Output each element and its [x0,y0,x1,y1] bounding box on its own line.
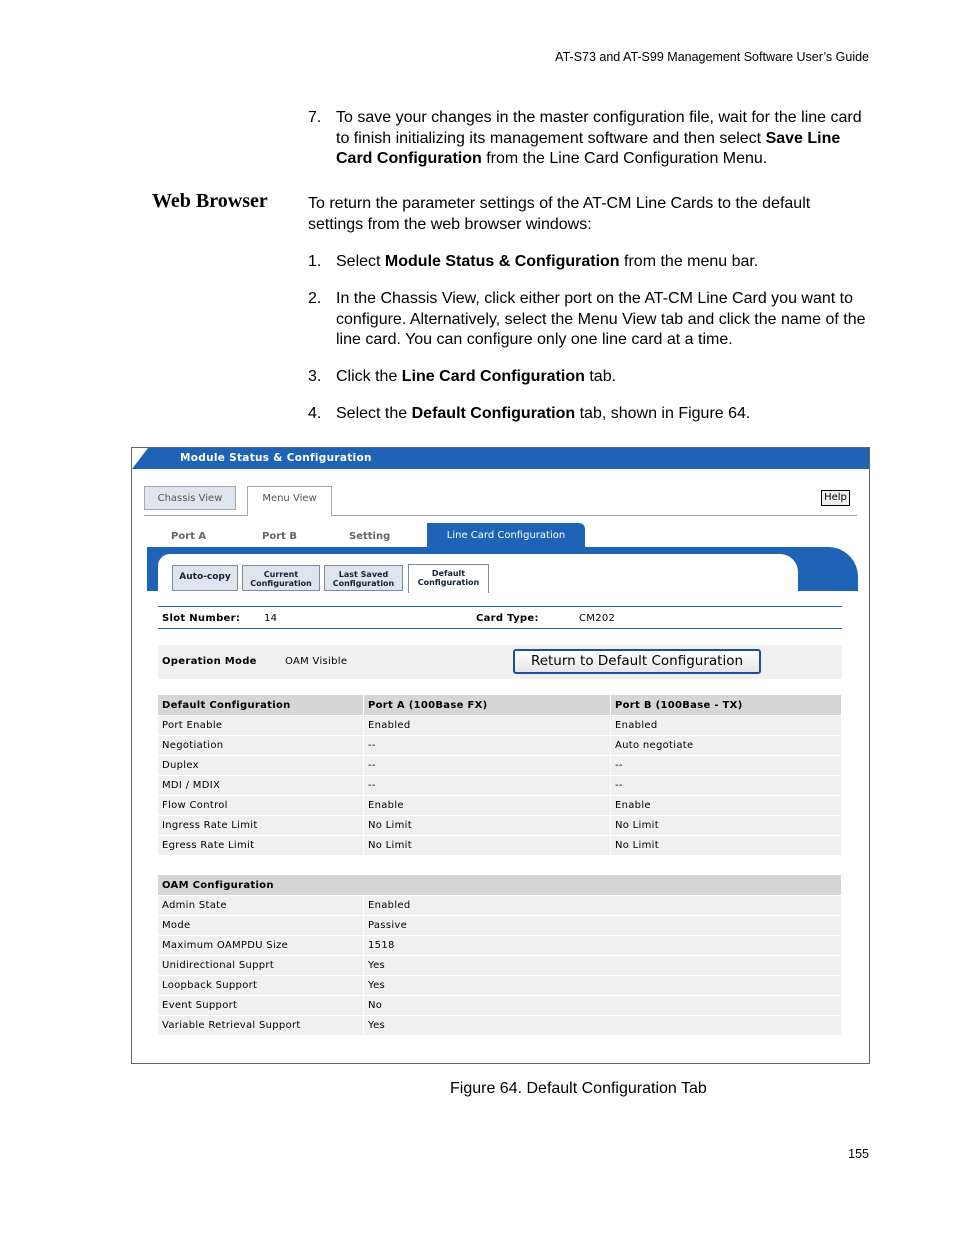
section-intro: To return the parameter settings of the AT-CM Line Cards to the default settings from the web browser windows: [308,195,811,233]
default-configuration-table: Default Configuration Port A (100Base FX) Port B (100Base - TX) Port Enable Enabled Enabled Negotiation -- Auto negotiate Duplex -- -- MDI / MDIX -- -- Flow Control Enable Enable Ingress Rate Limit No Limit No Limit Egress Rate Limit No Limit No Limit [158,695,842,855]
step-1: 1. Select Module Status & Configuration from the menu bar. [308,253,759,270]
current-configuration-button[interactable]: Current Configuration [242,565,320,591]
table-row: Port Enable Enabled Enabled [158,716,842,736]
figure-caption: Figure 64. Default Configuration Tab [450,1080,707,1097]
table-row: Egress Rate Limit No Limit No Limit [158,836,842,856]
last-saved-configuration-button[interactable]: Last Saved Configuration [324,565,403,591]
module-title: Module Status & Configuration [180,452,372,464]
figure-screenshot [131,447,870,1064]
operation-mode-value: OAM Visible [285,656,348,667]
help-button[interactable]: Help [821,490,850,506]
slot-number-value: 14 [264,613,278,624]
tab-chassis-view[interactable]: Chassis View [144,486,236,510]
table-row: Loopback Support Yes [158,976,842,996]
return-to-default-button[interactable]: Return to Default Configuration [513,649,761,674]
tab-setting[interactable]: Setting [349,531,391,542]
running-header: AT-S73 and AT-S99 Management Software User’s Guide [555,50,869,64]
slot-number-label: Slot Number: [162,613,241,624]
step-2: 2. In the Chassis View, click either port on the AT-CM Line Card you want to configure. Alternatively, select the Menu View tab and click the name of the line card. You can configure only one line card at a time. [308,290,866,348]
table-row: Maximum OAMPDU Size 1518 [158,936,842,956]
table-row: Flow Control Enable Enable [158,796,842,816]
card-type-label: Card Type: [476,613,539,624]
tab-port-b[interactable]: Port B [262,531,298,542]
step-3: 3. Click the Line Card Configuration tab. [308,368,617,385]
table-row: Negotiation -- Auto negotiate [158,736,842,756]
autocopy-button[interactable]: Auto-copy [172,565,238,591]
table-row: Ingress Rate Limit No Limit No Limit [158,816,842,836]
module-title-bar [132,448,869,469]
table-row: Duplex -- -- [158,756,842,776]
table-row: Event Support No [158,996,842,1016]
tab-line-card-configuration[interactable]: Line Card Configuration [427,523,585,548]
default-configuration-button[interactable]: Default Configuration [408,564,489,593]
tab-menu-view[interactable]: Menu View [247,486,332,516]
card-type-value: CM202 [579,613,616,624]
oam-configuration-table: OAM Configuration Admin State Enabled Mode Passive Maximum OAMPDU Size 1518 Unidirectional Supprt Yes Loopback Support Yes Event Support No Variable Retrieval Support Yes [158,875,842,1035]
step-7: 7. To save your changes in the master configuration file, wait for the line card to finish initializing its management software and then select Save Line Card Configuration from the Line Card Configuration Menu. [308,109,862,167]
table-row: Unidirectional Supprt Yes [158,956,842,976]
table-row: Mode Passive [158,916,842,936]
page-number: 155 [848,1147,869,1161]
step-4: 4. Select the Default Configuration tab, shown in Figure 64. [308,405,751,422]
operation-mode-label: Operation Mode [162,656,257,667]
table-row: MDI / MDIX -- -- [158,776,842,796]
tab-port-a[interactable]: Port A [171,531,207,542]
table-row: Admin State Enabled [158,896,842,916]
section-heading: Web Browser [152,190,268,212]
table-row: Variable Retrieval Support Yes [158,1016,842,1036]
